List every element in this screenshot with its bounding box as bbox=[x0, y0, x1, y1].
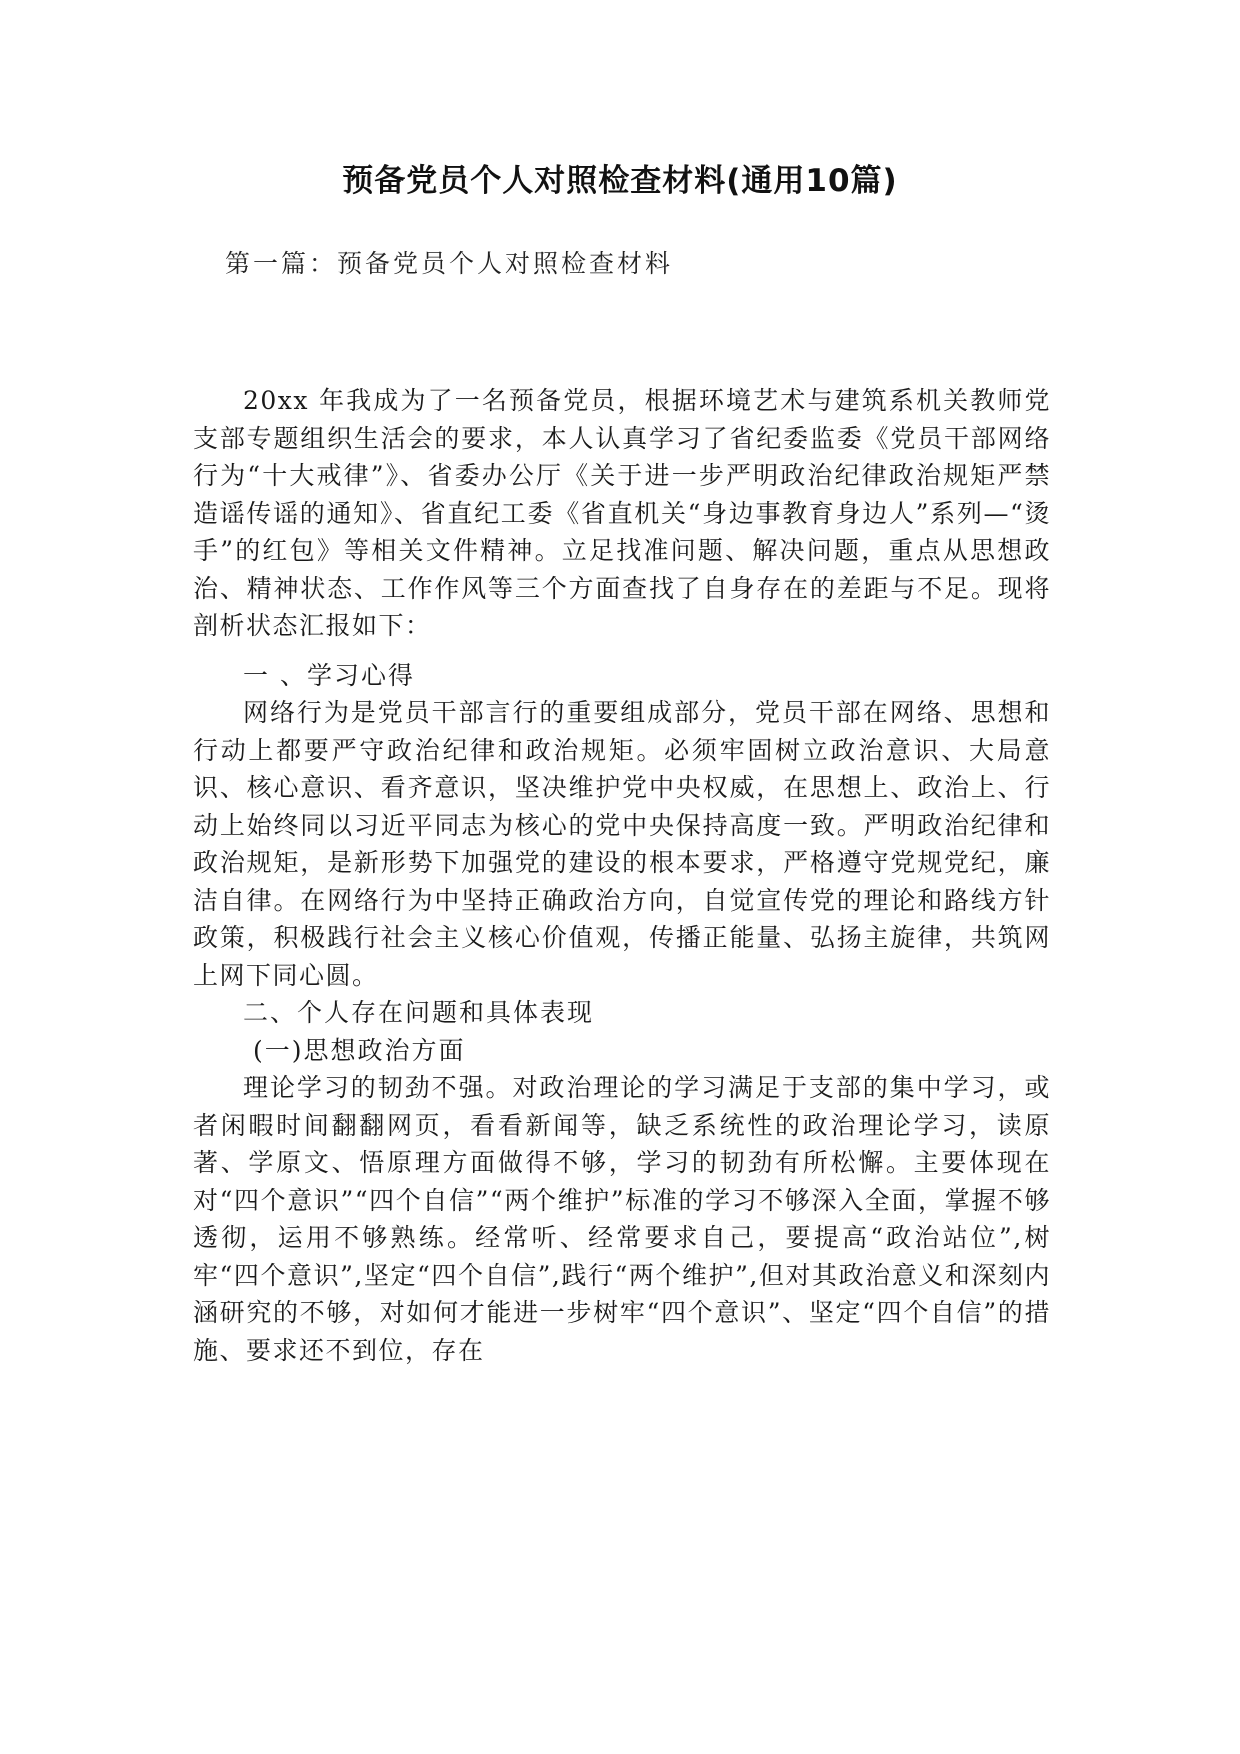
subsection-heading-ideology: (一)思想政治方面 bbox=[253, 1035, 466, 1065]
section-heading-study: 一 、学习心得 bbox=[243, 660, 415, 690]
study-paragraph: 网络行为是党员干部言行的重要组成部分，党员干部在网络、思想和行动上都要严守政治纪律和政治规矩。必须牢固树立政治意识、大局意识、核心意识、看齐意识，坚决维护党中央权威，在思想上、政治上、行动上始终同以习近平同志为核心的党中央保持高度一致。严明政治纪律和政治规矩，是新形势下加强党的建设的根本要求，严格遵守党规党纪，廉洁自律。在网络行为中坚持正确政治方向，自觉宣传党的理论和路线方针政策，积极践行社会主义核心价值观，传播正能量、弘扬主旋律，共筑网上网下同心圆。 bbox=[193, 698, 1051, 990]
section-heading-problems: 二、个人存在问题和具体表现 bbox=[243, 998, 595, 1027]
document-subtitle: 第一篇：预备党员个人对照检查材料 bbox=[225, 249, 674, 278]
document-title: 预备党员个人对照检查材料(通用10篇) bbox=[342, 163, 898, 199]
intro-paragraph: 20xx 年我成为了一名预备党员，根据环境艺术与建筑系机关教师党支部专题组织生活会的要求，本人认真学习了省纪委监委《党员干部网络行为“十大戒律”》、省委办公厅《关于进一步严明政治纪律政治规矩严禁造谣传谣的通知》、省直纪工委《省直机关“身边事教育身边人”系列—“烫手”的红包》等相关文件精神。立足找准问题、解决问题，重点从思想政治、精神状态、工作作风等三个方面查找了自身存在的差距与不足。现将剖析状态汇报如下： bbox=[193, 386, 1051, 640]
ideology-paragraph: 理论学习的韧劲不强。对政治理论的学习满足于支部的集中学习，或者闲暇时间翻翻网页，看看新闻等，缺乏系统性的政治理论学习，读原著、学原文、悟原理方面做得不够，学习的韧劲有所松懈。主要体现在对“四个意识”“四个自信”“两个维护”标准的学习不够深入全面，掌握不够透彻，运用不够熟练。经常听、经常要求自己，要提高“政治站位”,树牢“四个意识”,坚定“四个自信”,践行“两个维护”,但对其政治意义和深刻内涵研究的不够，对如何才能进一步树牢“四个意识”、坚定“四个自信”的措施、要求还不到位，存在 bbox=[193, 1073, 1051, 1365]
document-body bbox=[193, 382, 1051, 1369]
